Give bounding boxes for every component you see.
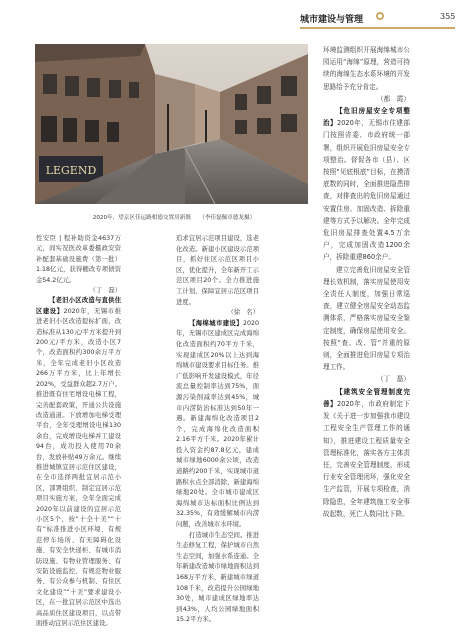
paragraph: 环境监测组织开展海绵城市公园运用“海绵”原理，营造可持续的海绵生态水系环境的开发思路给予充分肯定。	[323, 46, 410, 91]
section-heading: 【海绵城市建设】	[189, 319, 243, 327]
paragraph	[323, 386, 410, 520]
header-rule	[300, 27, 455, 29]
running-header-title: 城市建设与管理	[300, 15, 364, 25]
section-heading: 【建筑安全管理制度完善】	[323, 387, 410, 408]
page-number: 355	[440, 12, 456, 21]
paragraph: 追求宜居示范项目建设，选老化改造。新建小区建设示范项目，抓好住区示范区项目小区，优化提升，全年新开工示范区项目20个。全力推进施工计划，保障宜居示范区项目进度。	[176, 235, 259, 306]
paragraph-body: 2020年，无锡市住建部门按照省委、市政府统一部署，组织开展危旧房屋安全专项整治。督促各市（县）、区按照“见底根底”目标，在摸清底数的同时，全面推进隐患排查，对排查出的危旧房屋通过安置住房、加固改造、拆除重建等方式予以解决。全年完成危旧房屋排查处置4.5万余户，完成加固改造1200余户，拆除重建860余户。	[323, 119, 411, 262]
section-heading: 【危旧房屋安全专项整治】	[323, 107, 410, 128]
paragraph-body: 2020年，无锡市区建成区完成海绵化改造面积约70平方千米，实现建成区20%以上达到海绵城市建设要求目标任务。推广低影响开发建设模式，年径流总量控制率达到75%，面源污染削减率达到45%，城市内涝防治标准达到50年一遇。新建海绵化改造项目2个，完成海绵化改造面积2.16平方千米。2020年累计投入资金约87.8亿元，建成城市绿地6000余公顷，改造道路约200千米，实现城市道路积水点全部消除，新建海绵绿地20处。全市城市建成区海绵城市达标面积比例达到32.35%，有效缓解城市内涝问题，改善城市水环境。	[176, 319, 259, 529]
section-heading: 【老旧小区改造与直供住区建设】	[36, 297, 121, 315]
author-credit: （都 霞）	[377, 94, 410, 103]
paragraph	[176, 319, 259, 531]
street-photo-illustration	[35, 44, 308, 204]
paragraph-body: 2020年，无锡市推进老旧小区改造提标扩面，改造标准从130元/平方米提升到200元/平方米，改造小区7个，改造面积约300余万平方米，全年完成老旧小区改造266万平方米，比上年增长202%，受益群众超2.7万户。推进既有住宅增设电梯工程，完善配套政策，开通公共设施改造通道。下放增加电梯受理平台，全年受理增设电梯130余台，完成增设电梯并工建设94台，成功投入使用70余台，发放补贴49万余元。继续推进城镇宜居示范住区建设，在全市选择两批宜居示范小区，部署组织、制定宜居示范项目实施方案，全年全面完成2020年以前建设的宜居示范小区5个，按“十全十美”“十有”标准推进小区环境、有规范停车场所、有无障碍化设施、有安全快递柜、有城市消防设施、有物业管理服务、有安防设施监控、有规范物业服务、有公众参与机制、有住区文化建设”“十美”要求建设小区，在一批宜居示范区中选出高品质住区建设项目，以点带面推动宜居示范住区建设。	[36, 307, 122, 628]
text-column-2	[176, 234, 259, 626]
street-photo	[35, 44, 308, 204]
paragraph-body: 2020年，市政府制定下发《关于进一步加强我市建设工程安全生产管理工作的通知》，推进建设工程质量安全管理标准化，落实各方主体责任，完善安全管理制度，形成行业安全管理闭环，强化安全生产监管，开展专项检查，消除隐患，全年建筑施工安全事故起数、死亡人数同比下降。	[323, 399, 411, 518]
author-credit: （徐 名）	[227, 309, 259, 317]
paragraph: 打造城市生态空间。推进生态修复工程，保护城市自然生态空间，加强水系连通。全年新建改造城市绿地面积达到168万平方米，新建城市绿道108千米，改造提升公园绿地30处，城市建成区绿地率达到43%，人均公园绿地面积15.2平方米。	[176, 531, 259, 624]
paragraph: 性安臣 | 程补助资金4637万元，间实况医改革委摄政安资补配套基础设施费（第一批）1.18亿元，获得棚改专项债资金54.2亿元。	[36, 235, 121, 284]
paragraph: 建立完善危旧房屋安全管理长效机制，落实房屋使用安全责任人制度，加强日常巡查，建立健全房屋安全动态监测体系，严格落实房屋安全鉴定制度，确保房屋使用安全。按照“查、改、管”并重的原则，全面推进危旧房屋专项治理工作。	[323, 265, 410, 372]
text-column-1	[36, 234, 121, 629]
author-credit: （丁 磊）	[377, 375, 410, 384]
author-credit: （丁 磊）	[89, 287, 121, 295]
sign-lettering: LEGEND	[45, 164, 97, 177]
photo-caption: 2020年，望京区佳运路相德交置房新既 （李佳磊佩卓德龙摄）	[92, 215, 256, 221]
header-ornament-icon	[376, 12, 384, 20]
paragraph	[36, 296, 121, 629]
text-column-3	[323, 44, 410, 520]
paragraph	[323, 105, 410, 264]
